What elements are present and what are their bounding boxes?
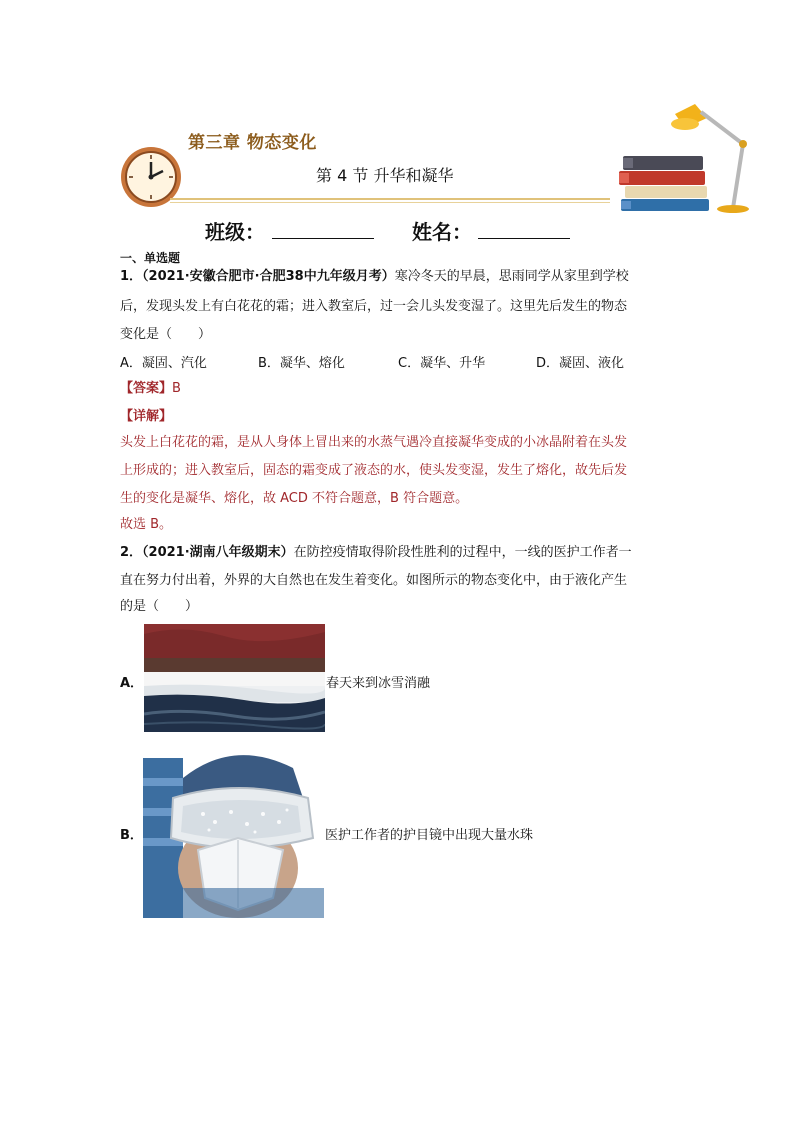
explain-line-1: 头发上白花花的霜，是从人身体上冒出来的水蒸气遇冷直接凝华变成的小冰晶附着在头发 [120,435,628,450]
header-divider [170,198,610,200]
question-number: 2． [120,545,143,560]
section-heading: 一、单选题 [120,251,181,265]
class-label: 班级： [205,220,265,244]
q2-option-a-label[interactable]: A． [120,676,144,691]
option-b[interactable]: B．凝华、熔化 [258,356,345,371]
header-divider-thin [170,202,610,203]
q2-option-a-caption: 春天来到冰雪消融 [326,676,431,691]
question-source: （2021·湖南八年级期末） [142,545,294,560]
explain-line-2: 上形成的；进入教室后，固态的霜变成了液态的水，使头发变湿，发生了熔化，故先后发 [120,463,628,478]
question-1-line-1 [120,264,680,290]
q2-option-b-caption: 医护工作者的护目镜中出现大量水珠 [325,828,534,843]
option-d[interactable]: D．凝固、液化 [536,356,625,371]
chapter-title: 第三章 物态变化 [188,133,317,153]
question-2-line-2: 直在努力付出着，外界的大自然也在发生着变化。如图所示的物态变化中，由于液化产生 [120,573,628,588]
answer-value: B [172,381,181,396]
answer-line [120,376,680,402]
class-input[interactable] [272,238,374,239]
option-c[interactable]: C．凝华、升华 [398,356,486,371]
books-lamp-icon [615,96,755,216]
option-a[interactable]: A．凝固、汽化 [120,356,207,371]
explain-line-3: 生的变化是凝华、熔化，故 ACD 不符合题意，B 符合题意。 [120,491,469,506]
question-2-line-3: 的是（ ） [120,599,199,614]
name-label: 姓名： [412,220,472,244]
question-2-line-1 [120,540,680,566]
q2-option-b-label[interactable]: B． [120,828,143,843]
clock-icon [118,144,184,210]
melting-snow-image [144,624,325,732]
medical-worker-goggles-image [143,738,324,918]
section-title: 第 4 节 升华和凝华 [316,166,454,185]
question-1-line-3: 变化是（ ） [120,327,212,342]
conclusion: 故选 B。 [120,517,173,532]
answer-label: 【答案】 [120,381,173,396]
question-stem: 寒冷冬天的早晨，思雨同学从家里到学校 [394,269,629,284]
question-1-line-2: 后，发现头发上有白花花的霜；进入教室后，过一会儿头发变湿了。这里先后发生的物态 [120,299,628,314]
question-number: 1． [120,269,143,284]
name-input[interactable] [478,238,570,239]
explain-label: 【详解】 [120,409,173,424]
question-stem: 在防控疫情取得阶段性胜利的过程中，一线的医护工作者一 [293,545,632,560]
question-source: （2021·安徽合肥市·合肥38中九年级月考） [142,269,395,284]
